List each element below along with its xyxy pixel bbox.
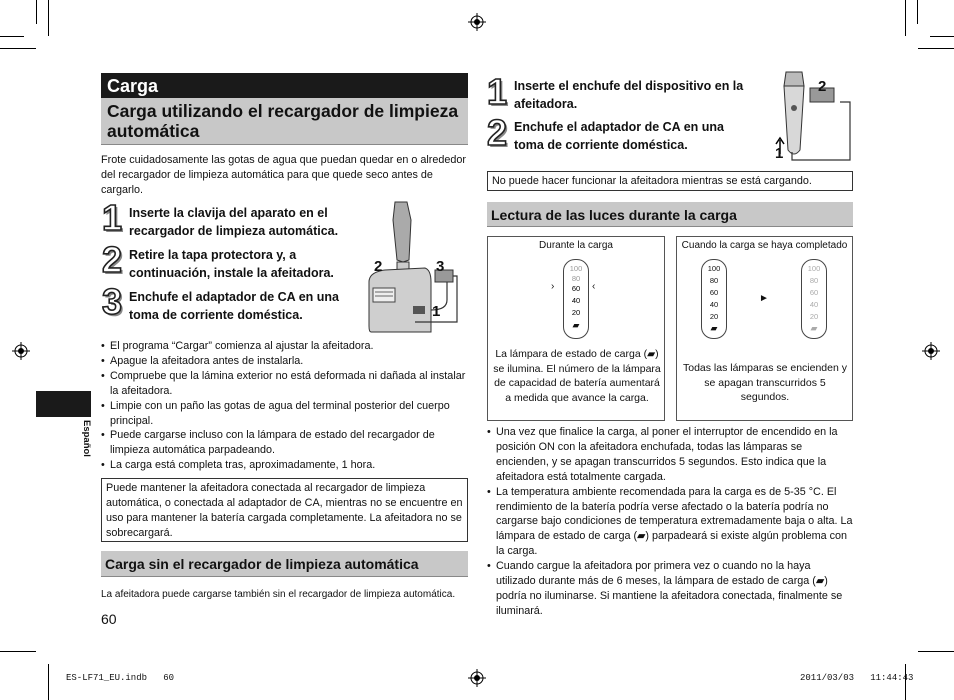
panel-title: Durante la carga: [539, 240, 613, 251]
battery-lamp-indicator: [801, 259, 827, 339]
notes-list: [101, 339, 467, 473]
list-item: • Cuando cargue la afeitadora por primera vez o cuando no la haya utilizado durante más de 6 meses, la lámpara de estado de carga (▰) podría no iluminarse. Si mantiene la afeitadora conectada, finalmente se iluminará.: [487, 559, 853, 619]
registration-mark-icon: [922, 342, 940, 360]
footer-file: ES-LF71_EU.indb 60: [66, 673, 175, 683]
list-item: • Limpie con un paño las gotas de agua del terminal posterior del cuerpo principal.: [101, 399, 467, 429]
figure-label: 2: [818, 78, 827, 95]
lamp-level: 20: [809, 312, 819, 321]
list-item: • La carga está completa tras, aproximadamente, 1 hora.: [101, 458, 467, 473]
arrow-icon: ►: [759, 293, 769, 304]
subsection-title: Lectura de las luces durante la carga: [487, 202, 853, 227]
charging-panel: [487, 236, 665, 421]
battery-lamp-indicator: [701, 259, 727, 339]
step-number: 2: [487, 112, 508, 153]
list-item: • La temperatura ambiente recomendada para la carga es de 5-35 °C. El rendimiento de la batería podría verse afectado o la batería podría no cargarse bajo condiciones de temperatura extremadamente baja o alta. La lámpara de estado de carga (▰) parpadeará si existe algún problema con la carga.: [487, 485, 853, 560]
lamp-level: 80: [571, 274, 581, 283]
lamp-level: 40: [709, 300, 719, 309]
crop-mark: [917, 0, 918, 24]
panel-caption: La lámpara de estado de carga (▰) se ilumina. El número de la lámpara de capacidad de batería aumentará a medida que avance la carga.: [493, 348, 661, 404]
blink-icon: ‹: [592, 281, 596, 292]
crop-mark: [918, 48, 954, 49]
lamp-level: 60: [809, 288, 819, 297]
list-item: • Puede cargarse incluso con la lámpara de estado del recargador de limpieza automática parpadeando.: [101, 428, 467, 458]
step-number: 1: [487, 71, 508, 112]
registration-mark-icon: [12, 342, 30, 360]
step-number: 1: [102, 197, 123, 238]
crop-mark: [930, 36, 954, 37]
step-text: Enchufe el adaptador de CA en una toma de corriente doméstica.: [514, 120, 724, 152]
lamp-level: 80: [809, 276, 819, 285]
step-text: Inserte el enchufe del dispositivo en la afeitadora.: [514, 79, 744, 111]
step-text: Inserte la clavija del aparato en el recargador de limpieza automática.: [129, 206, 339, 238]
subsection-title: Carga utilizando el recargador de limpieza automática: [101, 98, 468, 145]
lamp-level: 20: [709, 312, 719, 321]
figure-label: 2: [374, 258, 383, 275]
crop-mark: [0, 36, 24, 37]
crop-mark: [48, 0, 49, 36]
intro-text: Frote cuidadosamente las gotas de agua que puedan quedar en o alrededor del recargador de limpieza automática para que quede seco antes de cargarlo.: [101, 154, 466, 196]
list-item: • El programa “Cargar” comienza al ajustar la afeitadora.: [101, 339, 467, 354]
crop-mark: [0, 48, 36, 49]
crop-mark: [0, 651, 36, 652]
registration-mark-icon: [468, 13, 486, 31]
figure-label: 3: [436, 258, 445, 275]
lamp-level: 40: [571, 296, 581, 305]
lamp-level: 60: [571, 284, 581, 293]
footer-date: 2011/03/03 11:44:43: [800, 673, 914, 683]
figure-label: 1: [432, 303, 441, 320]
lamp-level: 100: [807, 264, 821, 273]
step-text: Retire la tapa protectora y, a continuación, instale la afeitadora.: [129, 248, 334, 280]
step-text: Enchufe el adaptador de CA en una toma de corriente doméstica.: [129, 290, 339, 322]
lamp-level: 20: [571, 308, 581, 317]
lamp-level: 100: [569, 264, 583, 273]
panel-caption: Todas las lámparas se encienden y se apagan transcurridos 5 segundos.: [682, 362, 847, 403]
list-item: • Apague la afeitadora antes de instalarla.: [101, 354, 467, 369]
section-title: Carga: [101, 73, 468, 98]
lamp-level: 100: [707, 264, 721, 273]
lamp-level: 60: [709, 288, 719, 297]
body-text: La afeitadora puede cargarse también sin el recargador de limpieza automática.: [101, 589, 456, 600]
charged-panel: [676, 236, 853, 421]
list-item: • Compruebe que la lámina exterior no está deformada ni dañada al instalar la afeitadora.: [101, 369, 467, 399]
crop-mark: [905, 0, 906, 36]
panel-title: Cuando la carga se haya completado: [681, 240, 848, 251]
lamp-level: 80: [709, 276, 719, 285]
language-tab: [36, 391, 91, 417]
step-number: 2: [102, 239, 123, 280]
lamp-level: 40: [809, 300, 819, 309]
blink-icon: ›: [551, 281, 555, 292]
plug-icon: ▰: [572, 320, 580, 330]
crop-mark: [918, 651, 954, 652]
plug-icon: ▰: [710, 323, 718, 333]
notes-list: [487, 425, 853, 619]
page-number: 60: [101, 611, 117, 627]
crop-mark: [36, 0, 37, 24]
battery-lamp-indicator: [563, 259, 589, 339]
list-item: • Una vez que finalice la carga, al poner el interruptor de encendido en la posición ON con la afeitadora enchufada, todas las lámparas se encienden, y se apagan transcurridos 5 segundos. Esto indica que la afeitadora está totalmente cargada.: [487, 425, 853, 485]
language-label: Español: [81, 420, 92, 457]
crop-mark: [48, 664, 49, 700]
step-number: 3: [102, 281, 123, 322]
subsection-title: Carga sin el recargador de limpieza automática: [101, 551, 468, 577]
registration-mark-icon: [468, 669, 486, 687]
figure-label: 1: [775, 145, 784, 162]
note-box: No puede hacer funcionar la afeitadora mientras se está cargando.: [487, 171, 853, 191]
note-box: Puede mantener la afeitadora conectada al recargador de limpieza automática, o conectada al adaptador de CA, mientras no se encuentre en uso para mantener la batería cargada completamente. La afeitadora no se sobrecargará.: [101, 478, 468, 542]
plug-icon: ▰: [810, 323, 818, 333]
